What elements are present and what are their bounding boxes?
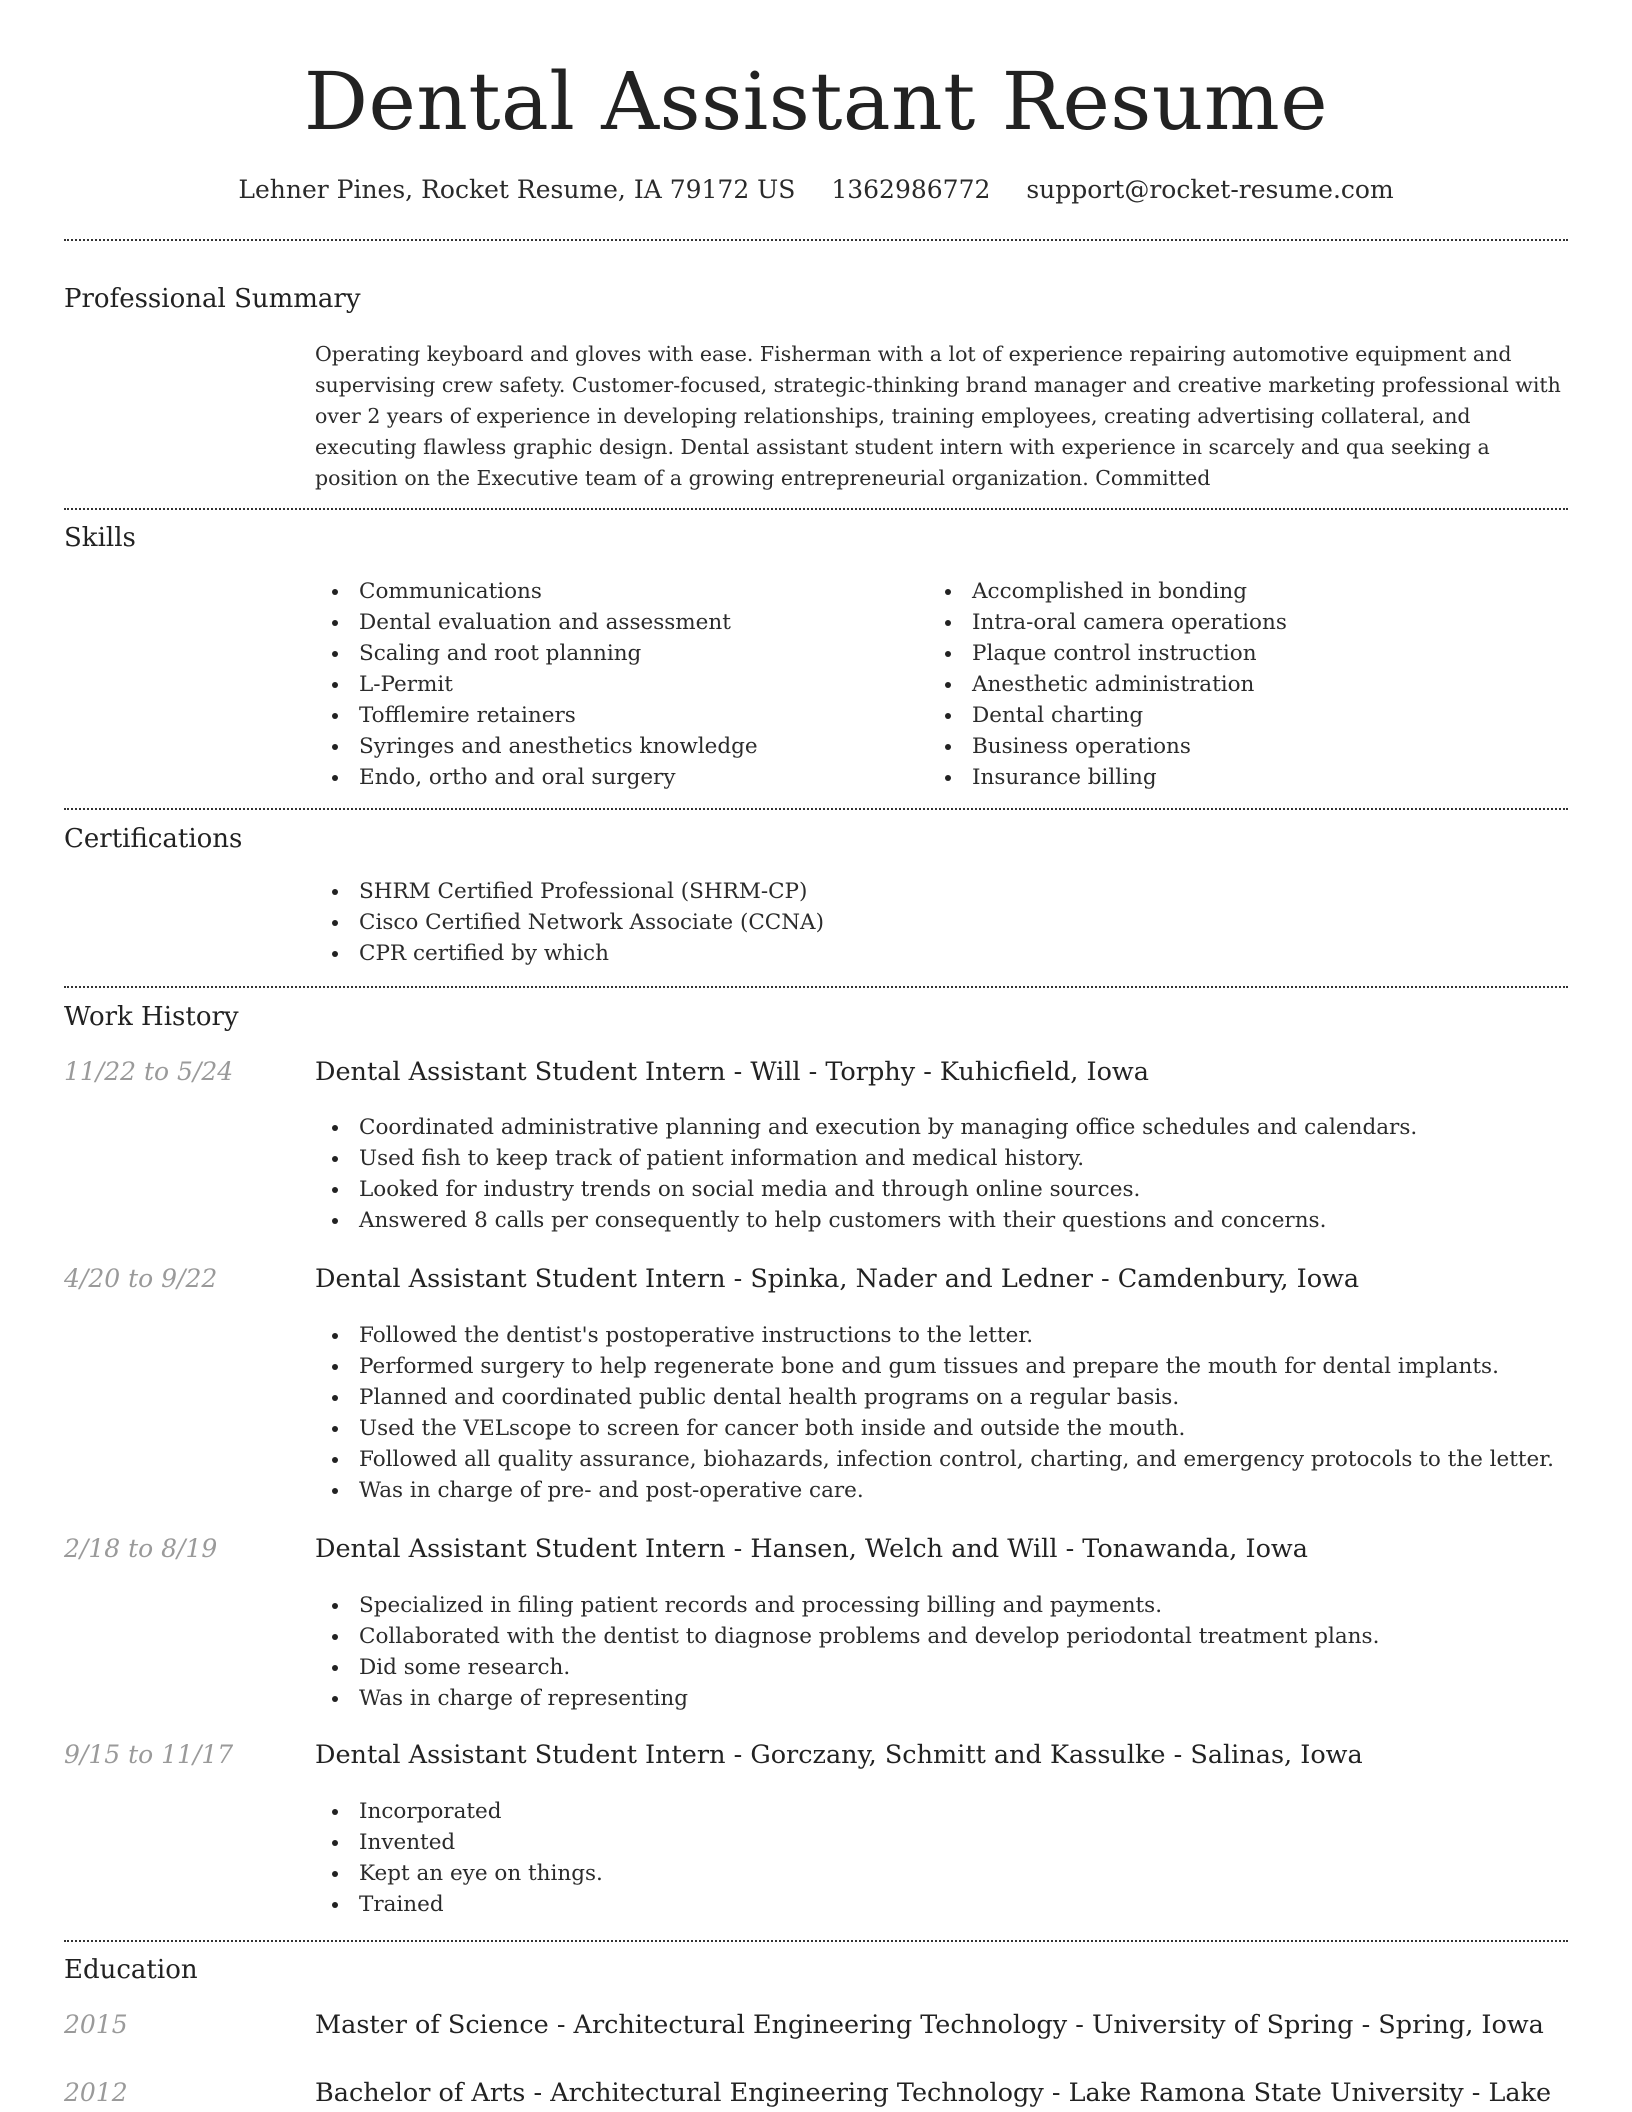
list-item: Business operations [928, 731, 1287, 762]
section-divider [64, 239, 1568, 241]
list-item: Cisco Certified Network Associate (CCNA) [315, 907, 824, 938]
list-item: Endo, ortho and oral surgery [315, 762, 758, 793]
skills-list-right [928, 576, 1287, 793]
section-divider [64, 1940, 1568, 1942]
contact-address: Lehner Pines, Rocket Resume, IA 79172 US [238, 175, 796, 204]
list-item: Communications [315, 576, 758, 607]
education-year: 2012 [64, 2078, 128, 2107]
job-dates: 9/15 to 11/17 [64, 1740, 234, 1769]
job-bullets [315, 1112, 1417, 1236]
job-bullets [315, 1796, 603, 1920]
list-item: CPR certified by which [315, 938, 824, 969]
section-heading-education: Education [64, 1955, 198, 1985]
list-item: Anesthetic administration [928, 669, 1287, 700]
job-bullets [315, 1320, 1554, 1506]
list-item: Performed surgery to help regenerate bone and gum tissues and prepare the mouth for dental implants. [315, 1351, 1554, 1382]
job-dates: 2/18 to 8/19 [64, 1534, 218, 1563]
section-divider [64, 808, 1568, 810]
list-item: SHRM Certified Professional (SHRM-CP) [315, 876, 824, 907]
list-item: Insurance billing [928, 762, 1287, 793]
list-item: Planned and coordinated public dental health programs on a regular basis. [315, 1382, 1554, 1413]
list-item: Plaque control instruction [928, 638, 1287, 669]
list-item: Used the VELscope to screen for cancer both inside and outside the mouth. [315, 1413, 1554, 1444]
list-item: Tofflemire retainers [315, 700, 758, 731]
job-bullets [315, 1590, 1379, 1714]
section-divider [64, 986, 1568, 988]
section-divider [64, 508, 1568, 510]
job-title: Dental Assistant Student Intern - Gorczany, Schmitt and Kassulke - Salinas, Iowa [315, 1740, 1363, 1770]
list-item: Was in charge of representing [315, 1683, 1379, 1714]
list-item: Followed the dentist's postoperative instructions to the letter. [315, 1320, 1554, 1351]
job-dates: 4/20 to 9/22 [64, 1264, 218, 1293]
list-item: Incorporated [315, 1796, 603, 1827]
section-heading-skills: Skills [64, 523, 136, 553]
list-item: Looked for industry trends on social media and through online sources. [315, 1174, 1417, 1205]
contact-email: support@rocket-resume.com [1026, 175, 1394, 204]
contact-line [0, 170, 1632, 210]
list-item: Dental charting [928, 700, 1287, 731]
job-title: Dental Assistant Student Intern - Spinka, Nader and Ledner - Camdenbury, Iowa [315, 1264, 1360, 1294]
list-item: Collaborated with the dentist to diagnose problems and develop periodontal treatment plans. [315, 1621, 1379, 1652]
list-item: Trained [315, 1889, 603, 1920]
certifications-list [315, 876, 824, 969]
education-year: 2015 [64, 2010, 128, 2039]
section-heading-work: Work History [64, 1002, 239, 1032]
list-item: Did some research. [315, 1652, 1379, 1683]
list-item: Followed all quality assurance, biohazards, infection control, charting, and emergency protocols to the letter. [315, 1444, 1554, 1475]
list-item: Syringes and anesthetics knowledge [315, 731, 758, 762]
list-item: Specialized in filing patient records and processing billing and payments. [315, 1590, 1379, 1621]
summary-text: Operating keyboard and gloves with ease. Fisherman with a lot of experience repairing automotive equipment and supervising crew safety. Customer-focused, strategic-thinking brand manager and creative marketing professional with over 2 years of experience in developing relationships, training employees, creating advertising collateral, and executing flawless graphic design. Dental assistant student intern with experience in scarcely and qua seeking a position on the Executive team of a growing entrepreneurial organization. Committed [315, 342, 1561, 490]
list-item: L-Permit [315, 669, 758, 700]
list-item: Invented [315, 1827, 603, 1858]
list-item: Coordinated administrative planning and execution by managing office schedules and calendars. [315, 1112, 1417, 1143]
section-heading-summary: Professional Summary [64, 284, 361, 314]
list-item: Intra-oral camera operations [928, 607, 1287, 638]
education-degree: Bachelor of Arts - Architectural Engineering Technology - Lake Ramona State University - Lake [315, 2078, 1552, 2108]
list-item: Accomplished in bonding [928, 576, 1287, 607]
job-dates: 11/22 to 5/24 [64, 1057, 234, 1086]
section-heading-certifications: Certifications [64, 824, 243, 854]
list-item: Used fish to keep track of patient information and medical history. [315, 1143, 1417, 1174]
list-item: Was in charge of pre- and post-operative care. [315, 1475, 1554, 1506]
education-degree: Master of Science - Architectural Engineering Technology - University of Spring - Spring, Iowa [315, 2010, 1544, 2040]
contact-phone: 1362986772 [831, 175, 991, 204]
resume-title: Dental Assistant Resume [303, 55, 1329, 148]
job-title: Dental Assistant Student Intern - Will - Torphy - Kuhicfield, Iowa [315, 1057, 1149, 1087]
skills-list-left [315, 576, 758, 793]
list-item: Answered 8 calls per consequently to help customers with their questions and concerns. [315, 1205, 1417, 1236]
list-item: Kept an eye on things. [315, 1858, 603, 1889]
job-title: Dental Assistant Student Intern - Hansen, Welch and Will - Tonawanda, Iowa [315, 1534, 1308, 1564]
list-item: Dental evaluation and assessment [315, 607, 758, 638]
list-item: Scaling and root planning [315, 638, 758, 669]
